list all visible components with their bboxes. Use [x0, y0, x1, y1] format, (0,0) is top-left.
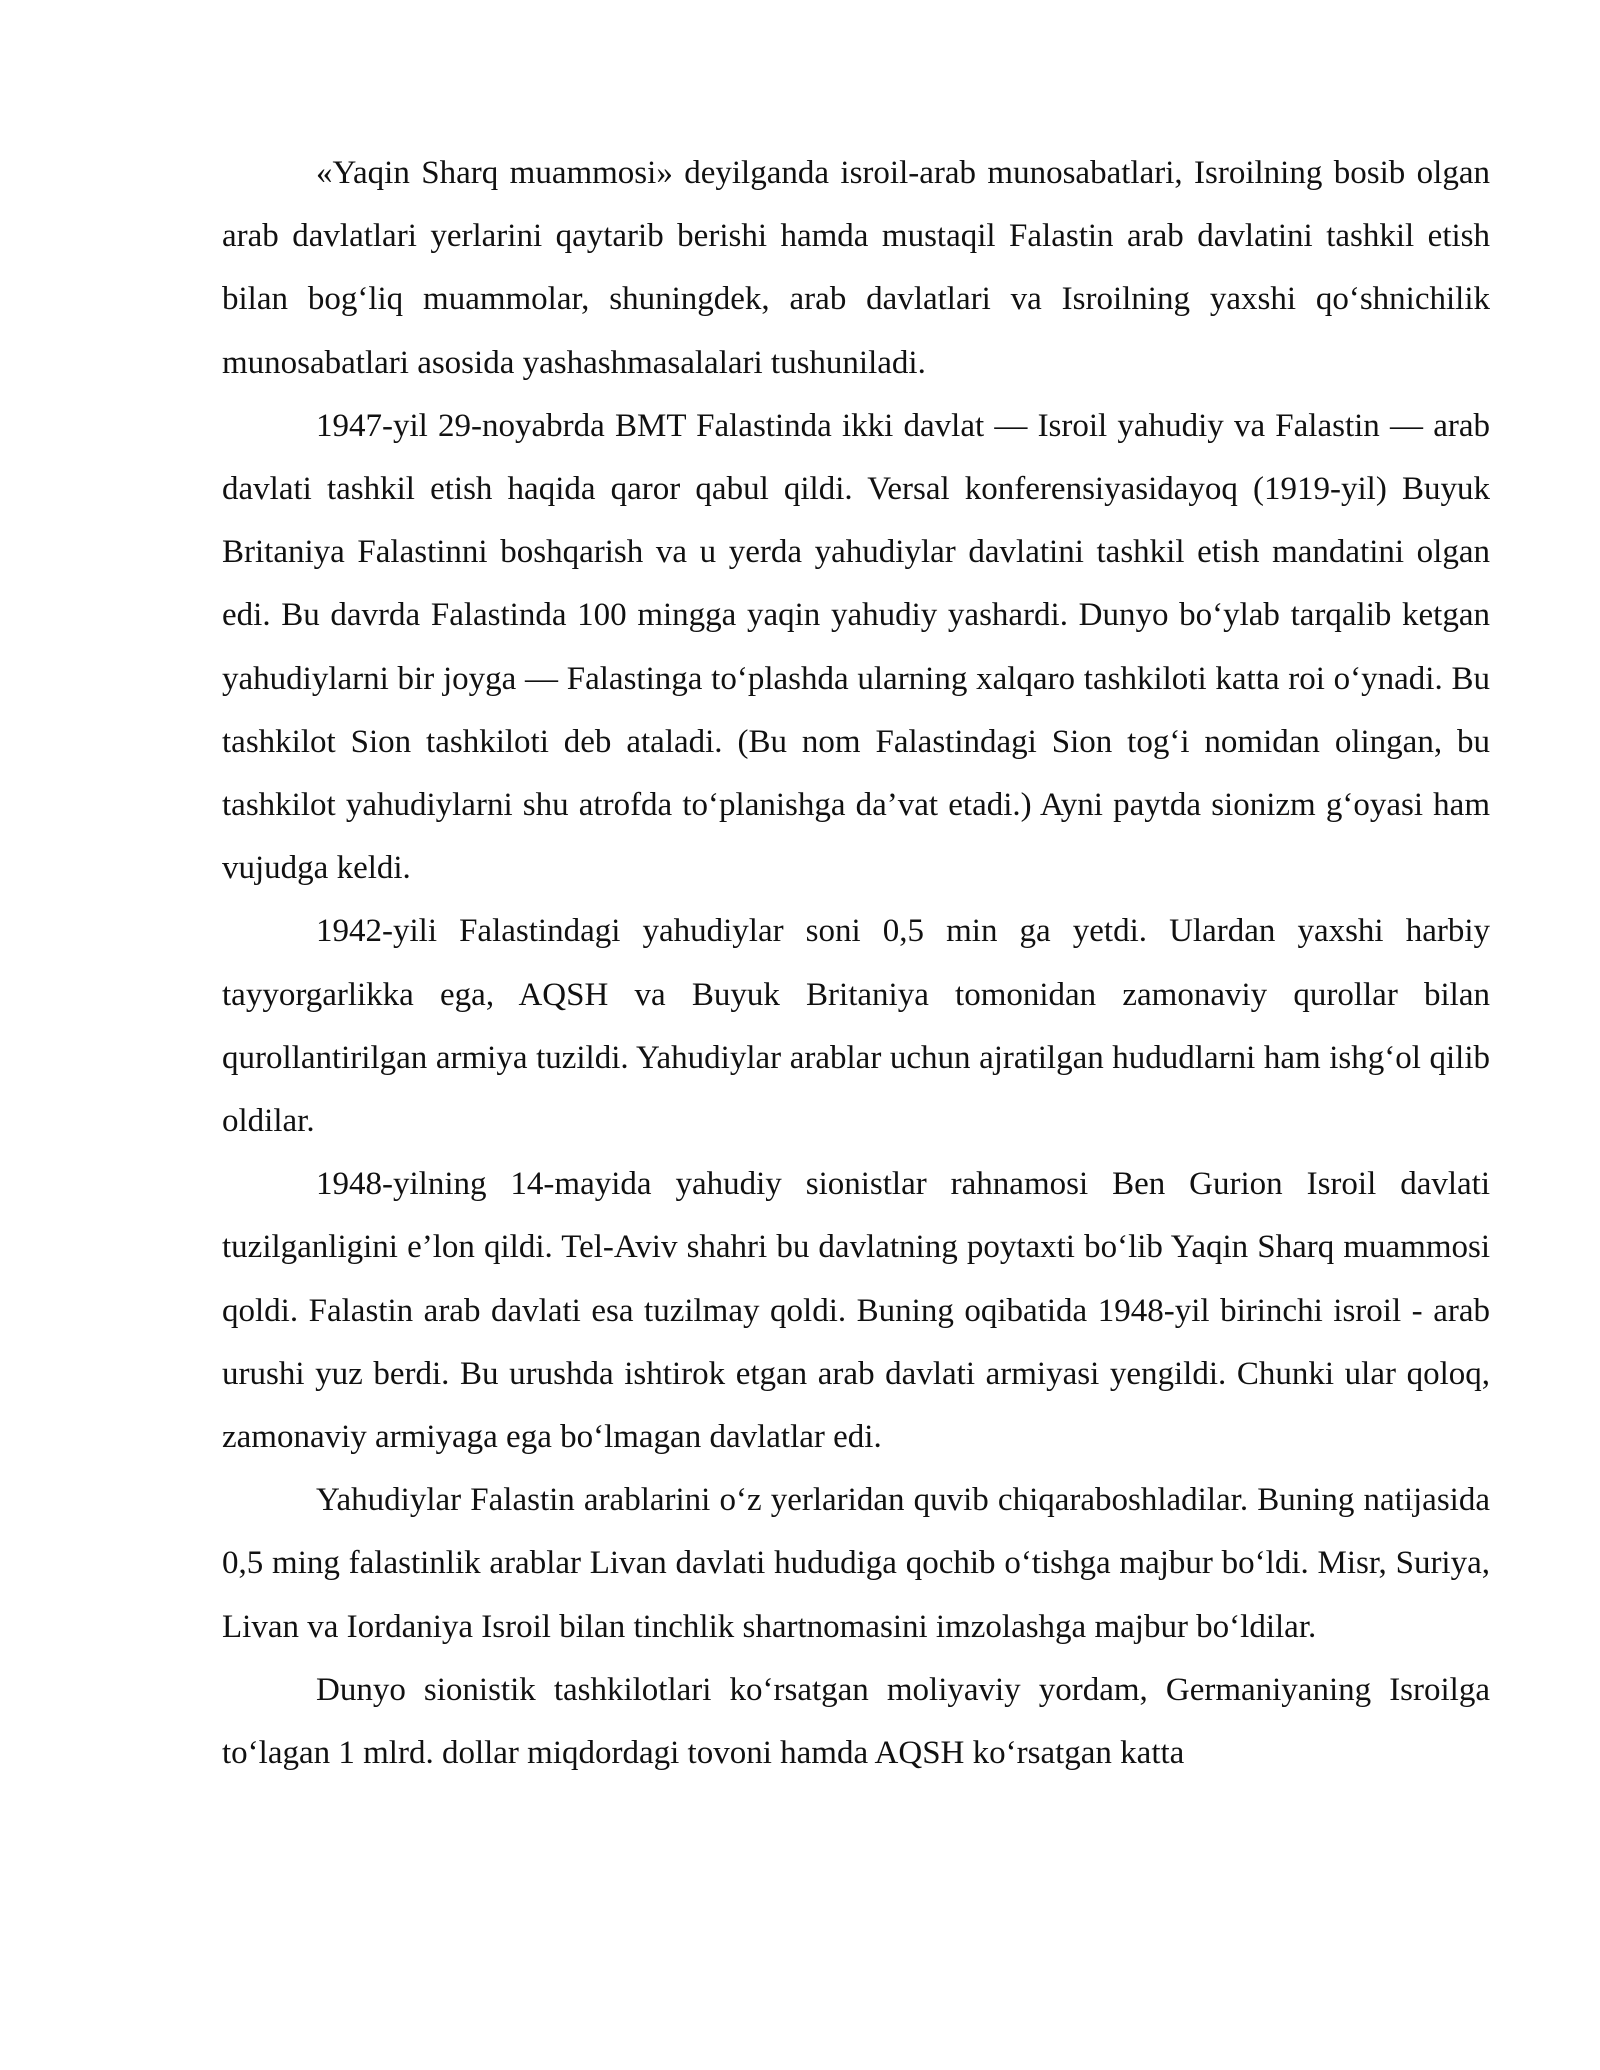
document-page — [222, 142, 1490, 1785]
paragraph-yaqin-sharq-definition: «Yaqin Sharq muammosi» deyilganda isroil-arab munosabatlari, Isroilning bosib olgan arab davlatlari yerlarini qaytarib berishi hamda mustaqil Falastin arab davlatini tashkil etish bilan bog‘liq muammolar, shuningdek, arab davlatlari va Isroilning yaxshi qo‘shnichilik munosabatlari asosida yashashmasalalari tushuniladi. — [222, 155, 1490, 381]
paragraph-1948-israel-founded: 1948-yilning 14-mayida yahudiy sionistlar rahnamosi Ben Gurion Isroil davlati tuzilganligini e’lon qildi. Tel-Aviv shahri bu davlatning poytaxti bo‘lib Yaqin Sharq muammosi qoldi. Falastin arab davlati esa tuzilmay qoldi. Buning oqibatida 1948-yil birinchi isroil - arab urushi yuz berdi. Bu urushda ishtirok etgan arab davlati armiyasi yengildi. Chunki ular qoloq, zamonaviy armiyaga ega bo‘lmagan davlatlar edi. — [222, 1166, 1490, 1456]
paragraph-refugees: Yahudiylar Falastin arablarini o‘z yerlaridan quvib chiqaraboshladilar. Buning natijasida 0,5 ming falastinlik arablar Livan davlati hududiga qochib o‘tishga majbur bo‘ldi. Misr, Suriya, Livan va Iordaniya Isroil bilan tinchlik shartnomasini imzolashga majbur bo‘ldilar. — [222, 1482, 1490, 1645]
paragraph-1942-army: 1942-yili Falastindagi yahudiylar soni 0,5 min ga yetdi. Ulardan yaxshi harbiy tayyorgarlikka ega, AQSH va Buyuk Britaniya tomonidan zamonaviy qurollar bilan qurollantirilgan armiya tuzildi. Yahudiylar arablar uchun ajratilgan hududlarni ham ishg‘ol qilib oldilar. — [222, 913, 1490, 1140]
paragraph-1947-un-resolution: 1947-yil 29-noyabrda BMT Falastinda ikki davlat — Isroil yahudiy va Falastin — arab davlati tashkil etish haqida qaror qabul qildi. Versal konferensiyasidayoq (1919-yil) Buyuk Britaniya Falastinni boshqarish va u yerda yahudiylar davlatini tashkil etish mandatini olgan edi. Bu davrda Falastinda 100 mingga yaqin yahudiy yashardi. Dunyo bo‘ylab tarqalib ketgan yahudiylarni bir joyga — Falastinga to‘plashda ularning xalqaro tashkiloti katta roi o‘ynadi. Bu tashkilot Sion tashkiloti deb ataladi. (Bu nom Falastindagi Sion tog‘i nomidan olingan, bu tashkilot yahudiylarni shu atrofda to‘planishga da’vat etadi.) Ayni paytda sionizm g‘oyasi ham vujudga keldi. — [222, 407, 1490, 887]
paragraph-financial-aid: Dunyo sionistik tashkilotlari ko‘rsatgan moliyaviy yordam, Germaniyaning Isroilga to‘lagan 1 mlrd. dollar miqdordagi tovoni hamda AQSH ko‘rsatgan katta — [222, 1671, 1490, 1772]
